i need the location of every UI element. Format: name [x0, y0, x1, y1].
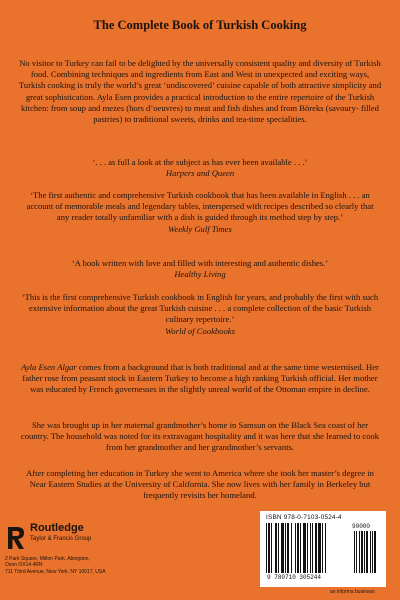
author-bio-text: comes from a background that is both traditional and at the same time westernised. Her father rose from peasant stock in Eastern Turkey to become a high ranking Turkish official. Her mother was educated by French governesses in the slightly unreal world of the Ottoman empire in decline. [22, 362, 379, 395]
book-blurb: No visitor to Turkey can fail to be delighted by the universally consistent quality and diversity of Turkish food. Combining techniques and ingredients from East and West in unexpected and exciting ways, Turkish cooking is truly the world’s great ‘undiscovered’ cuisine capable of both attractive simplicity and great sophistication. Ayla Esen provides a practical introduction to the entire repertoire of the Turkish kitchen: from soup and mezes (hors d’oeuvres) to meat and fish dishes and from Böreks (savoury- filled pastries) to traditional sweets, drinks and tea-time specialities. [18, 58, 382, 125]
barcode-addon-bar [364, 531, 365, 573]
barcode-addon-bar [359, 531, 360, 573]
barcode [260, 523, 386, 575]
quote-text: ‘A book written with love and filled with interesting and authentic dishes.’ [71, 258, 329, 268]
barcode-addon-bar [356, 531, 357, 573]
barcode-bar [297, 523, 299, 573]
barcode-bar [278, 523, 279, 573]
quote-text: ‘The first authentic and comprehensive Turkish cookbook that has been available in English . . . an account of memorable meals and legendary tables, interspersed with recipes described so clearly that any reader totally unfamiliar with a dish is guided through its method step by step.’ [26, 190, 374, 223]
barcode-bar [322, 523, 323, 573]
address-line: Oxon OX14 4RN [5, 562, 43, 569]
author-name: Ayla Esen Algar [21, 362, 77, 372]
routledge-r-logo-icon [5, 525, 27, 551]
barcode-bar [285, 523, 286, 573]
review-quote [20, 157, 380, 179]
author-bio-paragraph: She was brought up in her maternal grandmother’s home in Samsun on the Black Sea coast of her country. The household was noted for its extravagant hospitality and it was here that she learned to cook from her grandmother and her grandmother’s servants. [20, 420, 380, 453]
publisher-address [5, 556, 175, 575]
publisher-group: Taylor & Francis Group [30, 536, 92, 542]
review-quote [20, 258, 380, 280]
barcode-addon-bar [366, 531, 368, 573]
quote-source: World of Cookbooks [165, 325, 235, 336]
author-bio-paragraph [20, 362, 380, 396]
barcode-addon-bar [370, 531, 371, 573]
barcode-addon-number: 90000 [352, 523, 371, 530]
barcode-bar [281, 523, 284, 573]
barcode-bar [303, 523, 306, 573]
barcode-bar [318, 523, 321, 573]
barcode-panel [260, 511, 386, 587]
barcode-bar [295, 523, 296, 573]
barcode-bar [275, 523, 277, 573]
quote-text: ‘This is the first comprehensive Turkish cookbook in English for years, and probably the first with such extensive information about the great Turkish cuisine . . . a complete collection of the basic Turkish culinary repertoire.’ [21, 292, 379, 325]
informa-tagline: an informa business [330, 589, 375, 595]
barcode-bar [266, 523, 267, 573]
barcode-bar [307, 523, 308, 573]
barcode-number: 9 780710 305244 [267, 574, 322, 581]
review-quote [20, 292, 380, 337]
barcode-bar [312, 523, 313, 573]
barcode-addon-bar [374, 531, 376, 573]
quote-source: Healthy Living [174, 269, 226, 280]
barcode-bar [287, 523, 289, 573]
quote-source: Harpers and Queen [165, 168, 235, 179]
barcode-bar [271, 523, 272, 573]
barcode-bar [315, 523, 317, 573]
address-line: 711 Third Avenue, New York, NY 10017, USA [5, 568, 106, 575]
barcode-bar [268, 523, 270, 573]
quote-text: ‘. . . as full a look at the subject as has ever been available . . .’ [92, 157, 308, 167]
barcode-addon-bar [354, 531, 355, 573]
book-title: The Complete Book of Turkish Cooking [93, 18, 307, 32]
isbn-text: ISBN 978-0-7103-0524-4 [266, 514, 342, 521]
review-quote [20, 190, 380, 235]
address-line: 2 Park Square, Milton Park, Abingdon, [5, 556, 90, 562]
barcode-bar [310, 523, 311, 573]
publisher-name: Routledge [30, 522, 84, 534]
barcode-bar [291, 523, 292, 573]
barcode-bar [325, 523, 326, 573]
barcode-bar [300, 523, 301, 573]
barcode-addon-bar [372, 531, 373, 573]
quote-source: Weekly Gulf Times [168, 223, 232, 234]
barcode-addon-bar [361, 531, 363, 573]
author-bio-paragraph: After completing her education in Turkey she went to America where she took her master’s degree in Near Eastern Studies at the University of California. She now lives with her family in Berkeley but frequently revisits her homeland. [26, 468, 374, 501]
